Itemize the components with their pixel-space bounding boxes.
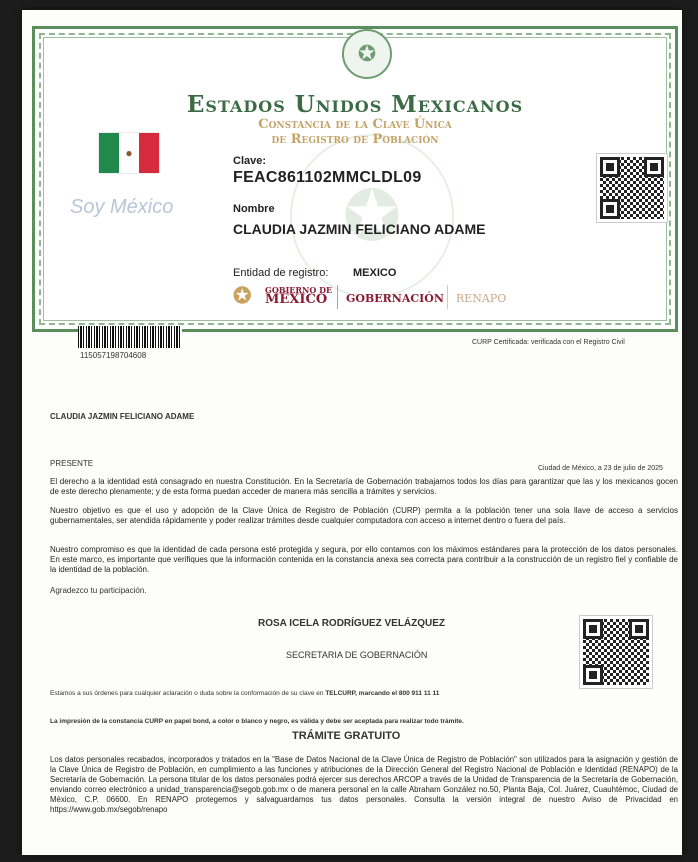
document-title: Estados Unidos Mexicanos [186,91,524,118]
signer-title: SECRETARIA DE GOBERNACIÓN [286,650,428,660]
paragraph-2: Nuestro objetivo es que el uso y adopción de la Clave Única de Registro de Población (CURP) permita a la población tener una sola llave de acceso a servicios gubernamentales, ser atendida rápidamente y poder realizar trámites desde cualquier computadora con acceso a internet dentro o fuera del país. [50,506,678,525]
contact-prefix: Estamos a sus órdenes para cualquier aclaración o duda sobre la conformación de su clave en [50,690,326,697]
card-qr-code [597,154,667,222]
entidad-label: Entidad de registro: [233,267,329,279]
paragraph-1: El derecho a la identidad está consagrado en nuestra Constitución. En la Secretaría de Gobernación trabajamos todos los días para garantizar que las y los mexicanos gocen de este derecho plenamente; y de esta forma puedan acceder de manera más sencilla a trámites y servicios. [50,477,678,496]
soy-mexico-logo: Soy México [70,196,174,218]
certified-note: CURP Certificada: verificada con el Registro Civil [472,339,625,346]
clave-label: Clave: [233,155,267,167]
subtitle-line-2: de Registro de Población [271,132,439,147]
telcurp-phone: TELCURP, marcando el 800 911 11 11 [325,690,440,697]
watermark-seal-icon: ✪ [290,134,454,298]
logo-divider [447,285,448,309]
document-page [22,10,682,855]
mexico-flag-icon: ● [99,133,159,173]
barcode-number: 115057198704608 [80,351,147,360]
barcode [78,326,182,348]
print-validity-note: La impresión de la constancia CURP en papel bond, a color o blanco y negro, es válida y debe ser aceptada para realizar todo trámite. [50,718,464,725]
contact-line [50,690,439,697]
gobierno-eagle-icon: ✪ [233,283,252,309]
gobernacion-logo: GOBERNACIÓN [346,292,444,305]
paragraph-3: Nuestro compromiso es que la identidad de cada persona esté protegida y segura, por ello contamos con los máximos estándares para la protección de los datos personales. En este marco, es importante que verifiques que la información contenida en la constancia anexa sea correcta para contribuir a la construcción de un registro fiel y confiable de la identidad de la población. [50,545,678,574]
logo-divider [337,285,338,309]
curp-certificate-card [32,26,678,332]
curp-value: FEAC861102MMCLDL09 [233,169,422,186]
subtitle-line-1: Constancia de la Clave Única [258,117,452,132]
national-seal-icon: ✪ [342,29,392,79]
letter-qr-code [580,616,652,688]
gobierno-de-mexico-logo [265,285,332,305]
signer-name: ROSA ICELA RODRÍGUEZ VELÁZQUEZ [258,618,446,629]
presente-label: PRESENTE [50,459,94,468]
gobierno-line-2: MÉXICO [265,292,328,307]
letter-date: Ciudad de México, a 23 de julio de 2025 [538,465,663,472]
nombre-value: CLAUDIA JAZMIN FELICIANO ADAME [233,221,486,237]
entidad-value: MEXICO [353,267,397,279]
tramite-gratuito: TRÁMITE GRATUITO [292,730,401,742]
renapo-logo: RENAPO [456,292,507,305]
privacy-notice: Los datos personales recabados, incorporados y tratados en la "Base de Datos Nacional de la Clave Única de Registro de Población" son utilizados para la asignación y gestión de la Clave Única de Registro de Población, en cumplimiento a las funciones y atribuciones de la Dirección General del Registro Nacional de Población e Identidad (RENAPO) de la Secretaría de Gobernación. La persona titular de los datos personales podrá ejercer sus derechos ARCOP a través de la Unidad de Transparencia de la Secretaría de Gobernación, enviando correo electrónico a unidad_transparencia@segob.gob.mx o de manera personal en la calle Abraham González no.50, Planta Baja, Col. Juárez, Cuauhtémoc, Ciudad de México, C.P. 06600. En RENAPO protegemos y salvaguardamos tus datos personales. Consulta la versión integral de nuestro Aviso de Privacidad en https://www.gob.mx/segob/renapo [50,755,678,814]
nombre-label: Nombre [233,203,275,215]
thanks-text: Agradezco tu participación. [50,586,147,595]
gobierno-line-1: GOBIERNO DE [265,285,333,295]
addressee-name: CLAUDIA JAZMIN FELICIANO ADAME [50,412,195,421]
